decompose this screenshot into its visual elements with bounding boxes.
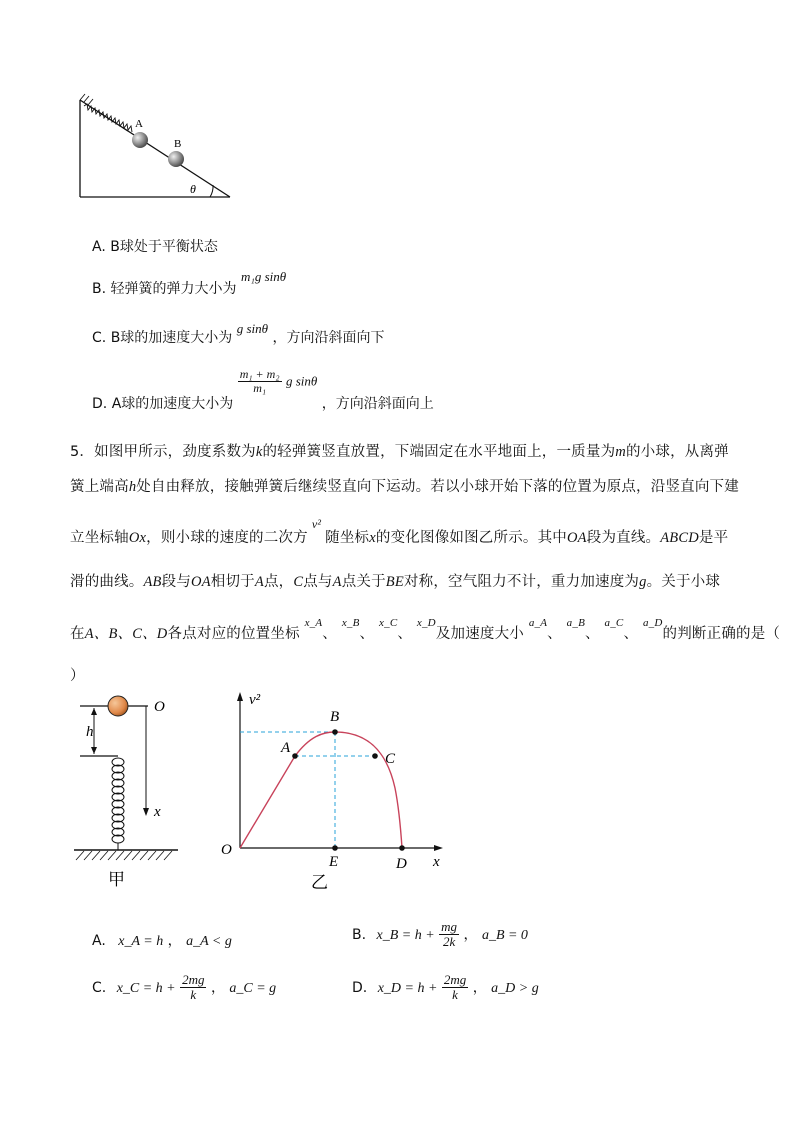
q5-option-b[interactable]: B. x_B = h + $\frac{mg}{2k}$ ， a_B = 0 — [352, 919, 528, 950]
origin-label: O — [221, 842, 232, 858]
figure-yi — [215, 688, 455, 893]
q5-line-1: 5．如图甲所示，劲度系数为k的轻弹簧竖直放置，下端固定在水平地面上，一质量为m的小球，从离弹 — [70, 444, 729, 460]
point-d — [399, 845, 405, 851]
q4-option-b[interactable]: B. 轻弹簧的弹力大小为 m₁g sinθ — [92, 269, 287, 297]
q4-option-c[interactable]: C. B球的加速度大小为 g sinθ ，方向沿斜面向下 — [92, 321, 385, 346]
point-d-label: D — [396, 856, 407, 872]
h-label: h — [86, 724, 94, 740]
q5-option-d[interactable]: D. x_D = h + $\frac{2mg}{k}$ ， a_D > g — [352, 972, 539, 1003]
ball-b — [168, 151, 184, 167]
ball-a-label: A — [135, 118, 143, 130]
fraction: $\frac{2mg}{k}$ — [182, 972, 205, 1003]
q5-line-5: 在A、B、C、D各点对应的位置坐标 $^{x\_A}$、 $^{x\_B}$、 $^{x\_C}$、 $^{x\_D}$及加速度大小 $^{a\_A}$、 $^{a\_B}$、 $^{a\_C}$、 $^{a\_D}$的判断正确的是（ — [70, 617, 781, 642]
point-c-label: C — [385, 751, 396, 767]
dashed-guides — [240, 732, 375, 848]
point-e-label: E — [329, 854, 339, 870]
q5-option-a[interactable]: A. x_A = h ， a_A < g — [92, 933, 232, 949]
o-label: O — [154, 699, 165, 715]
q5-line-4: 滑的曲线。AB段与OA相切于A点，C点与A点关于BE对称，空气阻力不计，重力加速度为g。关于小球 — [70, 574, 721, 590]
point-c — [372, 753, 378, 759]
q4-option-d[interactable]: D. A球的加速度大小为 $\frac{\text{m₁ + m₂}}{\text{m₁}}$ g sinθ ，方向沿斜面向上 — [92, 367, 434, 412]
figure-jia — [70, 690, 190, 890]
wall-hatch — [80, 94, 93, 105]
q5-line-3: 立坐标轴Ox，则小球的速度的二次方$^{v^2}$随坐标x的变化图像如图乙所示。其中OA段为直线。ABCD是平 — [70, 517, 729, 546]
q5-line-6: ） — [70, 668, 85, 684]
incline-figure — [70, 92, 240, 202]
option-letter: A. — [92, 239, 106, 255]
point-e — [332, 845, 338, 851]
formula: m₁g sinθ — [240, 269, 287, 284]
formula: g sinθ — [236, 321, 269, 336]
angle-label: θ — [190, 182, 196, 196]
ball — [108, 696, 128, 716]
point-a-label: A — [281, 740, 291, 756]
q4-option-a[interactable]: A. B球处于平衡状态 — [92, 239, 218, 255]
point-b — [332, 729, 338, 735]
x-axis-label: x — [433, 854, 440, 870]
fraction: $\frac{mg}{2k}$ — [441, 919, 458, 950]
incline-slope — [80, 100, 230, 197]
question-number: 5． — [70, 444, 95, 460]
x-label: x — [154, 804, 161, 820]
q5-line-2: 簧上端高h处自由释放，接触弹簧后继续竖直向下运动。若以小球开始下落的位置为原点，沿竖直向下建 — [70, 479, 739, 495]
caption: 甲 — [108, 870, 125, 889]
point-a — [292, 753, 298, 759]
q5-option-c[interactable]: C. x_C = h + $\frac{2mg}{k}$ ， a_C = g — [92, 972, 277, 1003]
point-b-label: B — [330, 709, 340, 725]
caption: 乙 — [311, 873, 328, 892]
ball-b-label: B — [174, 138, 182, 150]
spring — [112, 758, 124, 850]
v2-curve — [240, 732, 402, 848]
spring-incline — [84, 104, 132, 132]
ground-hatch — [76, 851, 172, 860]
v2-label: v² — [249, 692, 261, 708]
ball-a — [132, 132, 148, 148]
fraction: $\frac{\text{m₁ + m₂}}{\text{m₁}}$ — [239, 367, 280, 396]
fraction: $\frac{2mg}{k}$ — [443, 972, 467, 1003]
